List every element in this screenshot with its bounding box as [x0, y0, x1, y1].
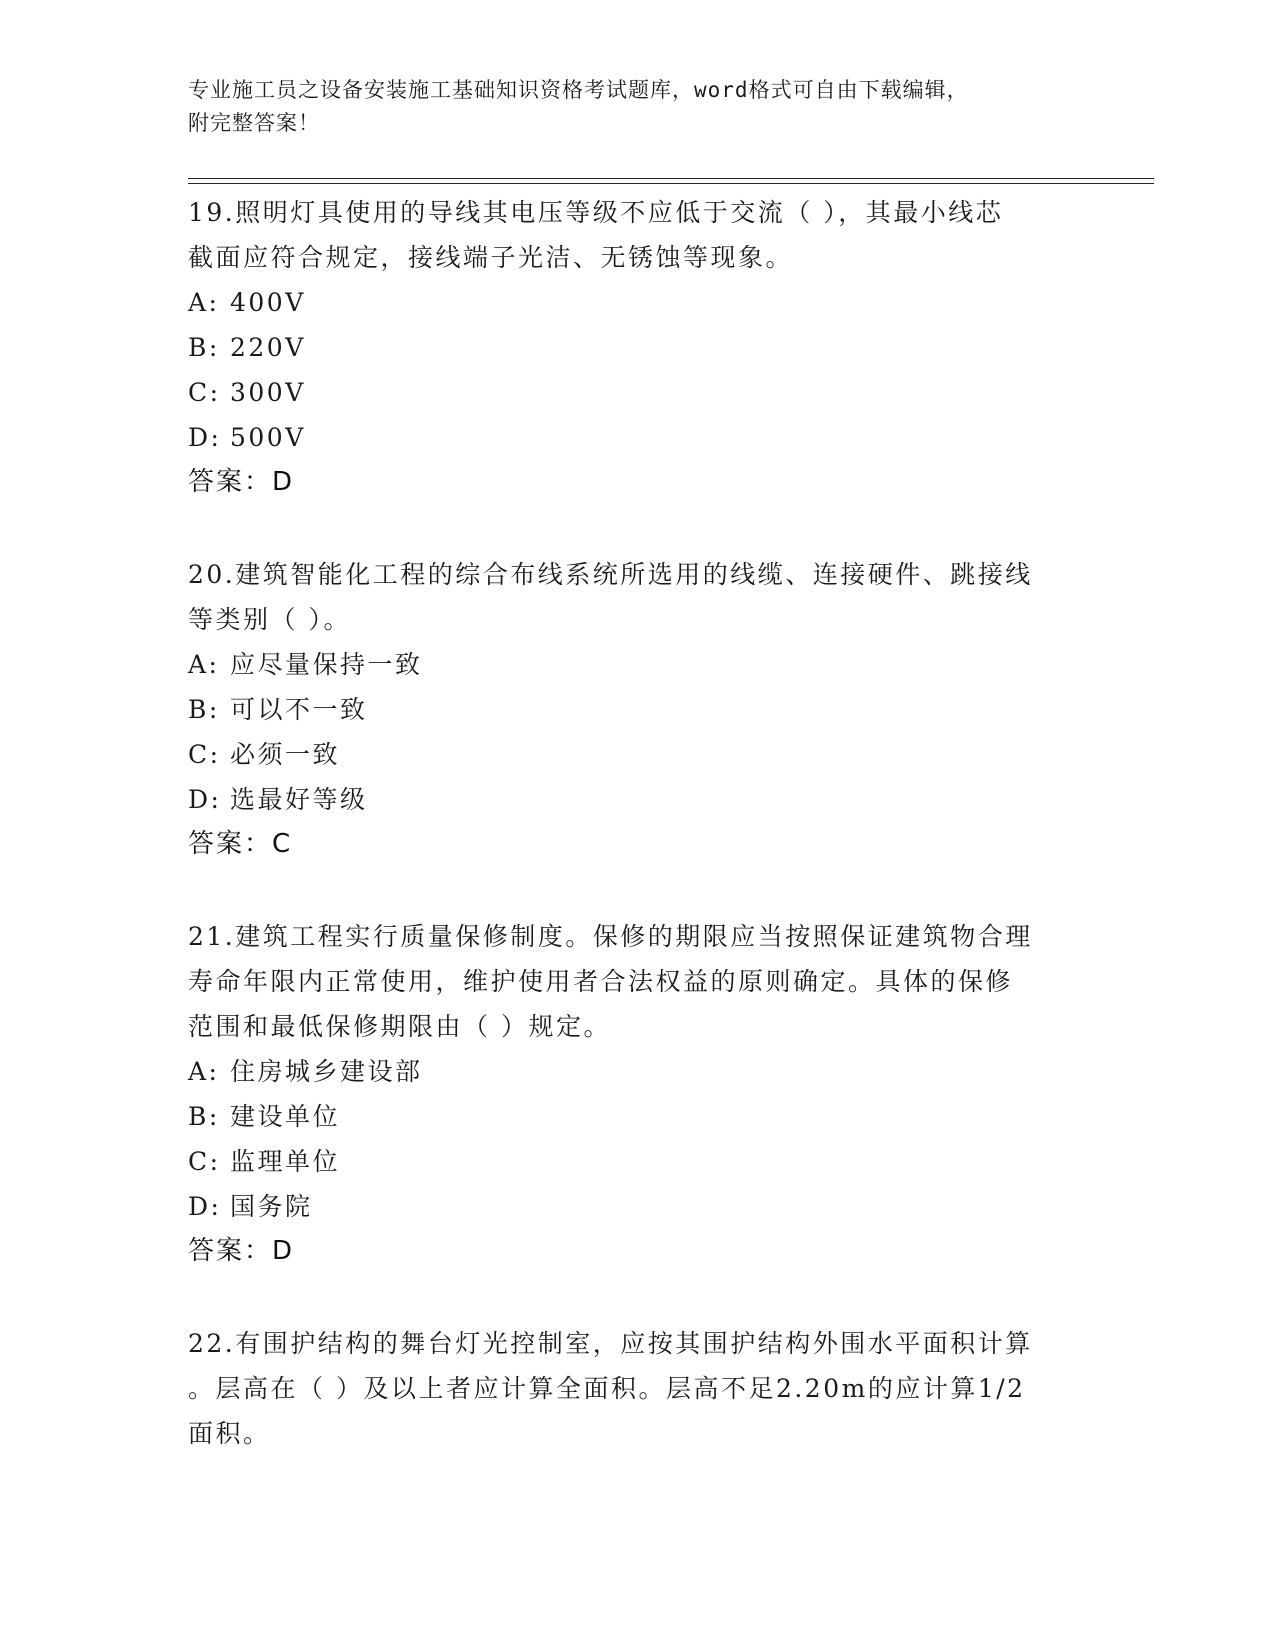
answer: 答案：D — [188, 1236, 295, 1266]
option-text: 建设单位 — [230, 1102, 341, 1131]
option-b — [188, 1094, 1088, 1139]
spacer — [188, 867, 1088, 914]
header-line-1: 专业施工员之设备安装施工基础知识资格考试题库，word格式可自由下载编辑， — [188, 78, 969, 102]
option-text: 220V — [230, 333, 306, 362]
option-letter: D: — [188, 785, 222, 814]
question-stem-line: 截面应符合规定，接线端子光洁、无锈蚀等现象。 — [188, 243, 794, 272]
question-stem-line: 范围和最低保修期限由（ ）规定。 — [188, 1012, 611, 1041]
option-a — [188, 1049, 1088, 1094]
option-text: 选最好等级 — [230, 785, 368, 814]
question-19 — [188, 190, 1088, 505]
option-letter: B: — [188, 333, 220, 362]
option-text: 500V — [230, 423, 306, 452]
answer: 答案：C — [188, 829, 293, 859]
option-text: 300V — [230, 378, 306, 407]
option-b — [188, 325, 1088, 370]
option-text: 必须一致 — [230, 740, 341, 769]
question-stem-line: 。层高在（ ）及以上者应计算全面积。层高不足2.20m的应计算1/2 — [188, 1374, 1026, 1403]
option-a — [188, 280, 1088, 325]
header-divider-top — [188, 178, 1154, 179]
document-header — [188, 74, 1068, 140]
spacer — [188, 505, 1088, 552]
option-letter: B: — [188, 1102, 220, 1131]
question-stem-line: 22.有围护结构的舞台灯光控制室，应按其围护结构外围水平面积计算 — [188, 1329, 1033, 1358]
option-letter: D: — [188, 423, 222, 452]
header-divider-bottom — [188, 183, 1154, 184]
option-letter: A: — [188, 1057, 220, 1086]
question-stem-line: 21.建筑工程实行质量保修制度。保修的期限应当按照保证建筑物合理 — [188, 922, 1033, 951]
question-22 — [188, 1321, 1088, 1456]
question-stem-line: 等类别（ ）。 — [188, 605, 351, 634]
option-d — [188, 415, 1088, 460]
question-21 — [188, 914, 1088, 1274]
option-text: 国务院 — [230, 1192, 313, 1221]
option-d — [188, 1184, 1088, 1229]
option-letter: C: — [188, 740, 221, 769]
option-letter: C: — [188, 1147, 221, 1176]
answer: 答案：D — [188, 467, 295, 497]
option-c — [188, 370, 1088, 415]
header-line-2: 附完整答案！ — [188, 111, 320, 135]
option-letter: A: — [188, 650, 220, 679]
option-letter: B: — [188, 695, 220, 724]
option-letter: A: — [188, 288, 220, 317]
option-text: 监理单位 — [230, 1147, 341, 1176]
option-c — [188, 732, 1088, 777]
question-stem-line: 20.建筑智能化工程的综合布线系统所选用的线缆、连接硬件、跳接线 — [188, 560, 1033, 589]
option-text: 可以不一致 — [230, 695, 368, 724]
option-c — [188, 1139, 1088, 1184]
question-20 — [188, 552, 1088, 867]
spacer — [188, 1274, 1088, 1321]
question-stem-line: 寿命年限内正常使用，维护使用者合法权益的原则确定。具体的保修 — [188, 967, 1014, 996]
question-stem-line: 19.照明灯具使用的导线其电压等级不应低于交流（ ），其最小线芯 — [188, 198, 1004, 227]
option-a — [188, 642, 1088, 687]
option-d — [188, 777, 1088, 822]
option-letter: C: — [188, 378, 221, 407]
option-text: 住房城乡建设部 — [230, 1057, 423, 1086]
question-stem-line: 面积。 — [188, 1419, 271, 1448]
option-text: 400V — [230, 288, 306, 317]
option-b — [188, 687, 1088, 732]
question-list — [188, 190, 1088, 1456]
option-text: 应尽量保持一致 — [230, 650, 423, 679]
option-letter: D: — [188, 1192, 222, 1221]
